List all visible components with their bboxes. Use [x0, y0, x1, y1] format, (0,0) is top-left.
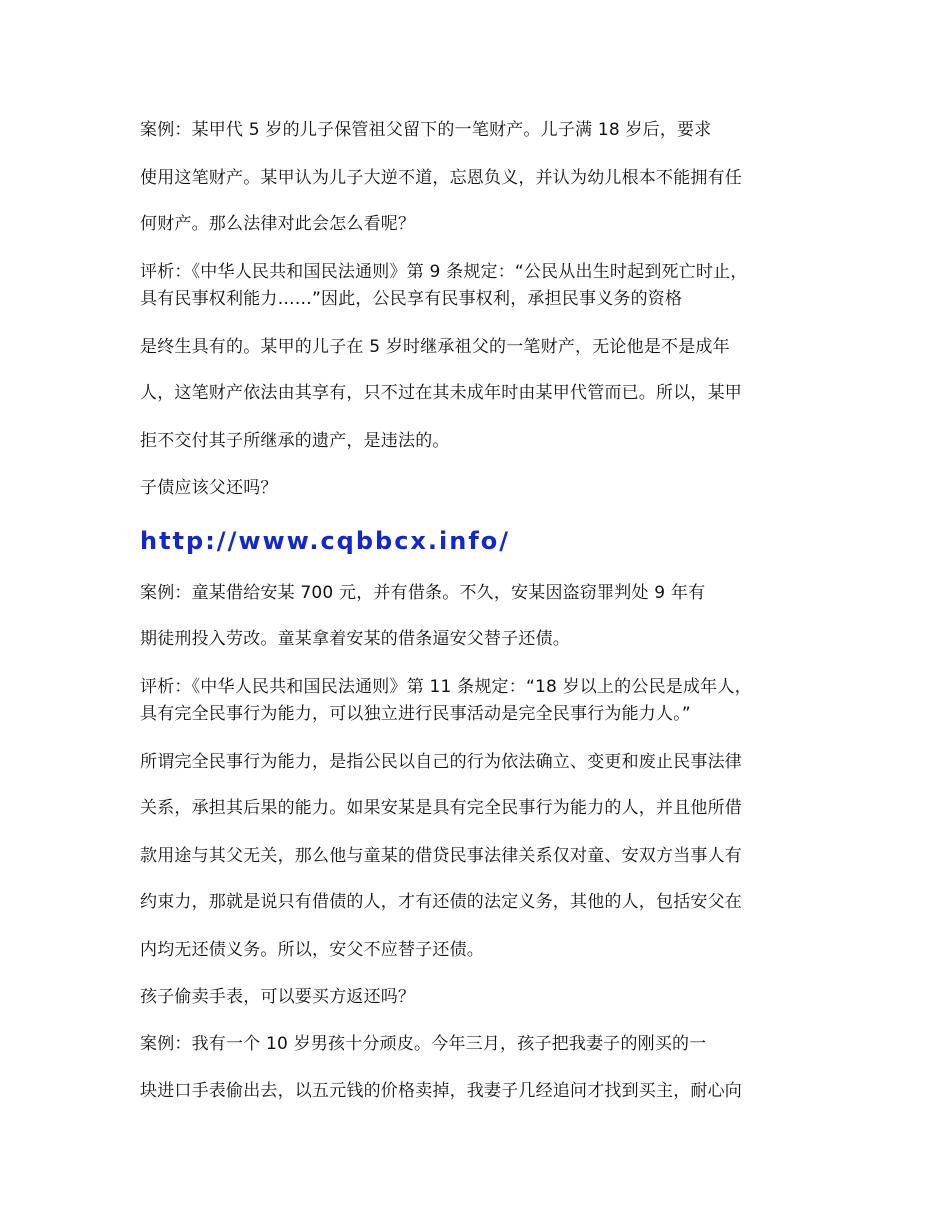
section-heading: 子债应该父还吗？ — [140, 478, 278, 498]
paragraph-line: 案例：童某借给安某 700 元，并有借条。不久，安某因盗窃罪判处 9 年有 — [140, 583, 706, 603]
paragraph-line: 使用这笔财产。某甲认为儿子大逆不道，忘恩负义，并认为幼儿根本不能拥有任 — [140, 168, 742, 188]
paragraph-line: 关系，承担其后果的能力。如果安某是具有完全民事行为能力的人，并且他所借 — [140, 798, 742, 818]
paragraph-line: 是终生具有的。某甲的儿子在 5 岁时继承祖父的一笔财产，无论他是不是成年 — [140, 337, 730, 357]
paragraph-line: 期徒刑投入劳改。童某拿着安某的借条逼安父替子还债。 — [140, 629, 570, 649]
paragraph-line: 评析：《中华人民共和国民法通则》第 9 条规定：“公民从出生时起到死亡时止， — [140, 262, 748, 282]
paragraph-line: 约束力，那就是说只有借债的人，才有还债的法定义务，其他的人，包括安父在 — [140, 892, 742, 912]
paragraph-line: 块进口手表偷出去，以五元钱的价格卖掉，我妻子几经追问才找到买主，耐心向 — [140, 1081, 742, 1101]
section-heading: 孩子偷卖手表，可以要买方返还吗？ — [140, 987, 416, 1007]
paragraph-line: 拒不交付其子所继承的遗产，是违法的。 — [140, 431, 450, 451]
paragraph-line: 人，这笔财产依法由其享有，只不过在其未成年时由某甲代管而已。所以，某甲 — [140, 383, 742, 403]
paragraph-line: 案例：某甲代 5 岁的儿子保管祖父留下的一笔财产。儿子满 18 岁后，要求 — [140, 120, 712, 140]
paragraph-line: 具有完全民事行为能力，可以独立进行民事活动是完全民事行为能力人。” — [140, 704, 691, 724]
paragraph-line: 何财产。那么法律对此会怎么看呢？ — [140, 214, 416, 234]
paragraph-line: 案例：我有一个 10 岁男孩十分顽皮。今年三月，孩子把我妻子的刚买的一 — [140, 1034, 707, 1054]
paragraph-line: 款用途与其父无关，那么他与童某的借贷民事法律关系仅对童、安双方当事人有 — [140, 846, 742, 866]
paragraph-line: 内均无还债义务。所以，安父不应替子还债。 — [140, 940, 484, 960]
paragraph-line: 评析：《中华人民共和国民法通则》第 11 条规定：“18 岁以上的公民是成年人， — [140, 677, 752, 697]
paragraph-line: 所谓完全民事行为能力，是指公民以自己的行为依法确立、变更和废止民事法律 — [140, 752, 742, 772]
website-link[interactable]: http://www.cqbbcx.info/ — [140, 527, 511, 555]
paragraph-line: 具有民事权利能力……”因此，公民享有民事权利，承担民事义务的资格 — [140, 289, 683, 309]
